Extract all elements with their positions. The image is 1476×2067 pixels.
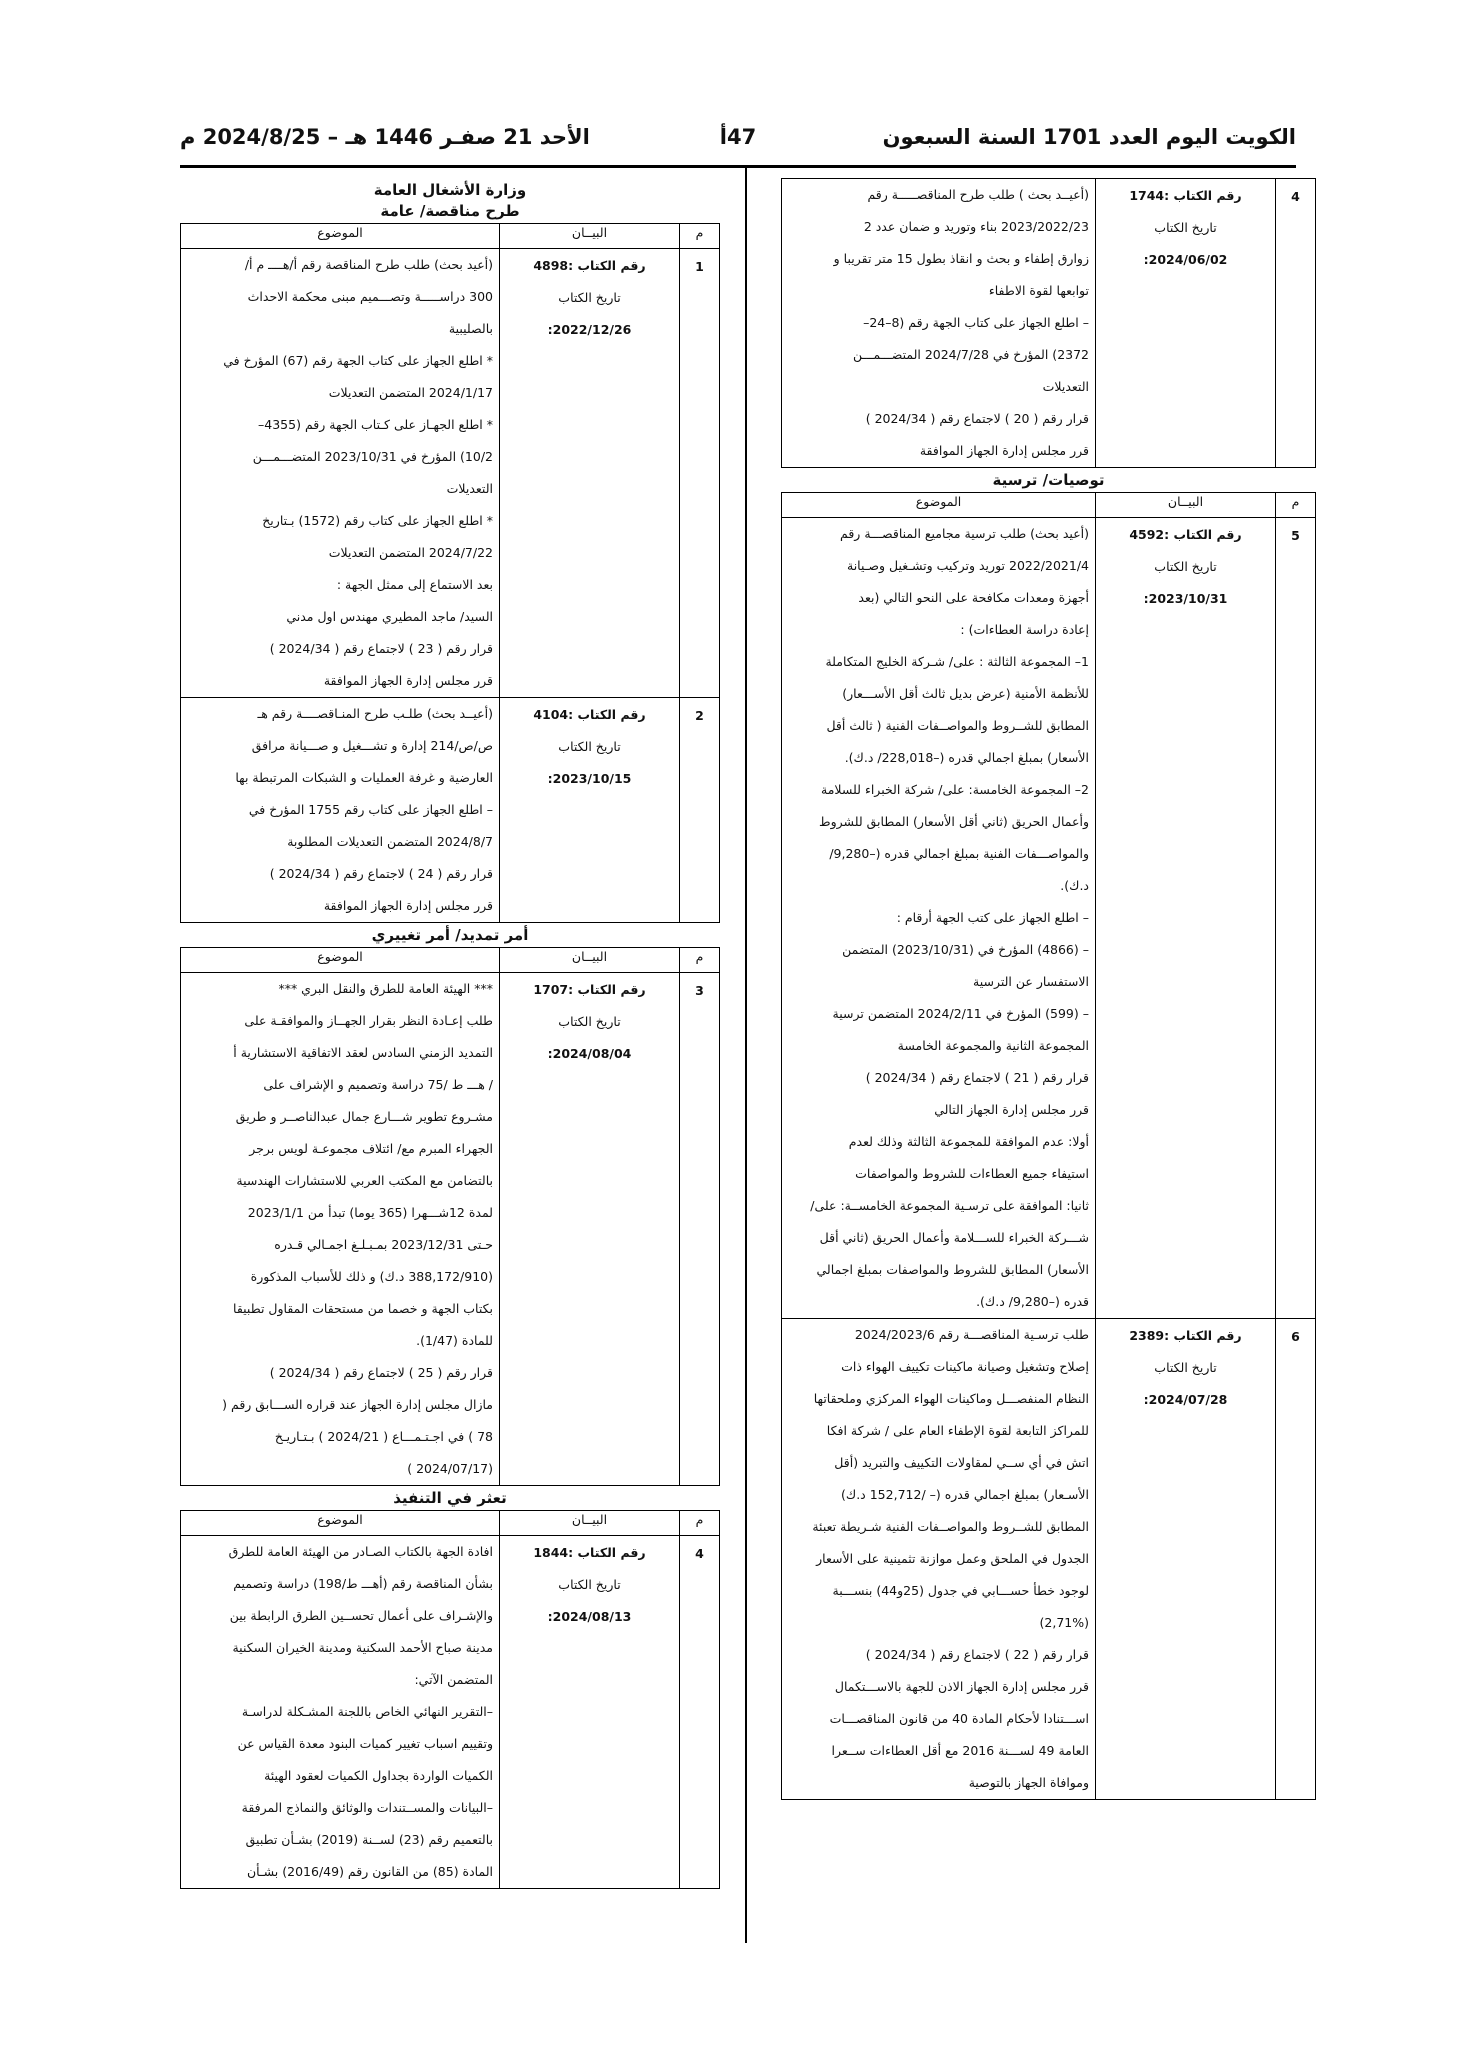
subject-line: – (599) المؤرخ في 2024/2/11 المتضمن ترسية xyxy=(832,1006,1089,1021)
subject-line: 2023/2022/23 بناء وتوريد و ضمان عدد 2 xyxy=(863,219,1089,234)
subject-line: د.ك). xyxy=(1060,878,1089,893)
col-header-subject: الموضوع xyxy=(181,1511,500,1536)
subject-line: – اطلع الجهاز على كتاب الجهة رقم (8–24– xyxy=(863,315,1089,330)
subject-line: الجهراء المبرم مع/ ائتلاف مجموعـة لويس برجر xyxy=(249,1141,493,1156)
col-header-subject: الموضوع xyxy=(181,948,500,973)
col-header-m: م xyxy=(1276,493,1316,518)
row-number: 3 xyxy=(680,973,720,1486)
subject-line: قرار رقم ( 21 ) لاجتماع رقم ( 2024/34 ) xyxy=(865,1070,1089,1085)
subject-line: قرر مجلس إدارة الجهاز الاذن للجهة بالاســـتكمال xyxy=(834,1679,1089,1694)
letter-date: 2024/07/28: xyxy=(1143,1392,1228,1407)
letter-number: رقم الكتاب :4898 xyxy=(533,258,646,273)
subject-line: * اطلع الجهاز على كتاب الجهة رقم (67) المؤرخ في xyxy=(223,353,493,368)
row-number: 1 xyxy=(680,249,720,698)
subject-line: قدره (–9,280/ د.ك). xyxy=(976,1294,1089,1309)
letter-date-label: تاريخ الكتاب xyxy=(558,290,621,305)
subject-line: للمراكز التابعة لقوة الإطفاء العام على / شركة افكا xyxy=(826,1423,1089,1438)
extensions-table xyxy=(180,947,720,1486)
subject-line: المطابق للشــروط والمواصــفات الفنية ( ثالث أقل xyxy=(826,718,1089,733)
letter-date: 2022/12/26: xyxy=(547,322,632,337)
letter-number: رقم الكتاب :1844 xyxy=(533,1545,646,1560)
letter-date-label: تاريخ الكتاب xyxy=(1154,220,1217,235)
subject-line: الاستفسار عن الترسية xyxy=(973,974,1089,989)
subject-line: بشأن المناقصة رقم (أهـــ ط/198) دراسة وتصميم xyxy=(233,1576,493,1591)
subject-line: 78 ) في اجـتـمـــاع ( 2024/21 ) بـتـاريـخ xyxy=(274,1429,493,1444)
page-number: 47أ xyxy=(719,125,757,149)
subject-line: الأسعار) بمبلغ اجمالي قدره (–228,018/ د.ك). xyxy=(844,750,1089,765)
table-continued xyxy=(781,178,1316,468)
left-column xyxy=(180,178,720,1889)
subject-line: بالصليبية xyxy=(448,321,493,336)
subject-line: قرر مجلس إدارة الجهاز التالي xyxy=(934,1102,1089,1117)
issue-info: الكويت اليوم العدد 1701 السنة السبعون xyxy=(882,125,1296,149)
table-row xyxy=(181,698,720,923)
letter-info xyxy=(500,698,680,923)
col-header-bayan: البيــان xyxy=(500,948,680,973)
subject-line: استيفاء جميع العطاءات للشروط والمواصفات xyxy=(855,1166,1089,1181)
letter-info xyxy=(1096,1319,1276,1800)
subject-line: – اطلع الجهاز على كتب الجهة أرقام : xyxy=(896,910,1089,925)
subject-line: أولا: عدم الموافقة للمجموعة الثالثة وذلك لعدم xyxy=(848,1134,1089,1149)
col-header-m: م xyxy=(680,224,720,249)
subject-line: زوارق إطفاء و بحث و انقاذ بطول 15 متر تقريبا و xyxy=(833,251,1089,266)
column-divider xyxy=(745,168,747,1943)
row-number: 6 xyxy=(1276,1319,1316,1800)
subject-line: 2372) المؤرخ في 2024/7/28 المتضـــمـــن xyxy=(853,347,1089,362)
awards-table xyxy=(781,492,1316,1800)
subject-line: التعديلات xyxy=(1042,379,1089,394)
subject-line: العامة 49 لســـنة 2016 مع أقل العطاءات ســعرا xyxy=(831,1743,1089,1758)
section-title: توصيات/ ترسية xyxy=(992,471,1105,489)
letter-date-label: تاريخ الكتاب xyxy=(558,1577,621,1592)
subject-line: التعديلات xyxy=(446,481,493,496)
letter-info xyxy=(500,249,680,698)
subject-line: (أعيد بحث) طلب ترسية مجاميع المناقصـــة رقم xyxy=(840,526,1089,541)
subject-line: لوجود خطأ حســـابي في جدول (25و44) بنســـبة xyxy=(832,1583,1089,1598)
table-row xyxy=(181,1536,720,1889)
subject-line: 1– المجموعة الثالثة : على/ شـركة الخليج المتكاملة xyxy=(825,654,1089,669)
subject-cell xyxy=(181,1536,500,1889)
row-number: 5 xyxy=(1276,518,1316,1319)
subject-cell xyxy=(782,1319,1096,1800)
subject-line: الكميات الواردة بجداول الكميات لعقود الهيئة xyxy=(264,1768,493,1783)
subject-line: طلب ترسـية المناقصـــة رقم 2024/2023/6 xyxy=(854,1327,1089,1342)
subject-line: * اطلع الجهاز على كتاب رقم (1572) بـتاريخ xyxy=(262,513,493,528)
letter-date-label: تاريخ الكتاب xyxy=(1154,1360,1217,1375)
subject-line: وتقييم اسباب تغيير كميات البنود معدة القياس عن xyxy=(237,1736,493,1751)
subject-line: طلب إعـادة النظر بقرار الجهــاز والموافقـة على xyxy=(244,1013,493,1028)
subject-line: أجهزة ومعدات مكافحة على النحو التالي (بعد xyxy=(858,590,1089,605)
subject-line: – (4866) المؤرخ في (2023/10/31) المتضمن xyxy=(842,942,1089,957)
subject-line: اتش في أي ســي لمقاولات التكييف والتبريد (أقل xyxy=(834,1455,1089,1470)
subject-line: وأعمال الحريق (ثاني أقل الأسعار) المطابق للشروط xyxy=(819,814,1089,829)
subject-line: (أعيــد بحث) طلـب طرح المنـاقصــــة رقم هـ xyxy=(257,706,493,721)
subject-line: 2024/1/17 المتضمن التعديلات xyxy=(328,385,493,400)
subject-line: * اطلع الجهـاز على كـتاب الجهة رقم (4355– xyxy=(258,417,493,432)
subject-line: بالتعميم رقم (23) لســنة (2019) بشـأن تطبيق xyxy=(245,1832,493,1847)
row-number: 4 xyxy=(680,1536,720,1889)
letter-number: رقم الكتاب :2389 xyxy=(1129,1328,1242,1343)
default-table xyxy=(180,1510,720,1889)
subject-line: لمدة 12شـــهرا (365 يوما) تبدأ من 2023/1/1 xyxy=(247,1205,493,1220)
letter-number: رقم الكتاب :1707 xyxy=(533,982,646,997)
subject-line: مدينة صباح الأحمد السكنية ومدينة الخيران السكنية xyxy=(232,1640,493,1655)
subject-line: (أعيد بحث) طلب طرح المناقصة رقم أ/هــــ م أ/ xyxy=(244,257,493,272)
letter-date: 2024/06/02: xyxy=(1143,252,1228,267)
subject-line: إصلاح وتشغيل وصيانة ماكينات تكييف الهواء ذات xyxy=(841,1359,1089,1374)
table-header xyxy=(181,224,720,249)
subject-line: مازال مجلس إدارة الجهاز عند قراره الســـابق رقم ( xyxy=(222,1397,493,1412)
subject-line: والإشـراف على أعمال تحســين الطرق الرابطة بين xyxy=(229,1608,493,1623)
subject-line: ص/ص/214 إدارة و تشـــغيل و صـــيانة مرافق xyxy=(251,738,493,753)
section-title: طرح مناقصة/ عامة xyxy=(380,202,520,220)
letter-date: 2023/10/31: xyxy=(1143,591,1228,606)
table-row xyxy=(181,973,720,1486)
subject-line: قرار رقم ( 25 ) لاجتماع رقم ( 2024/34 ) xyxy=(269,1365,493,1380)
col-header-subject: الموضوع xyxy=(782,493,1096,518)
subject-line: للمادة (1/47). xyxy=(416,1333,493,1348)
table-header xyxy=(782,493,1316,518)
table-row xyxy=(782,1319,1316,1800)
subject-line: بعد الاستماع إلى ممثل الجهة : xyxy=(336,577,493,592)
table-row xyxy=(782,518,1316,1319)
section-title: أمر تمديد/ أمر تغييري xyxy=(371,926,529,944)
tenders-table xyxy=(180,223,720,923)
letter-date-label: تاريخ الكتاب xyxy=(558,1014,621,1029)
subject-line: (2024/07/17 ) xyxy=(407,1461,493,1476)
subject-line: المطابق للشــروط والمواصــفات الفنية شـريطة تعبئة xyxy=(812,1519,1089,1534)
letter-info xyxy=(500,1536,680,1889)
subject-line: بالتضامن مع المكتب العربي للاستشارات الهندسية xyxy=(236,1173,493,1188)
subject-line: والمواصـــفات الفنية بمبلغ اجمالي قدره (–9,280/ xyxy=(829,846,1089,861)
subject-line: 10/2) المؤرخ في 2023/10/31 المتضـــمـــن xyxy=(252,449,493,464)
subject-cell xyxy=(181,698,500,923)
subject-cell xyxy=(782,179,1096,468)
col-header-bayan: البيــان xyxy=(500,224,680,249)
subject-line: المادة (85) من القانون رقم (2016/49) بشـأن xyxy=(247,1864,493,1879)
subject-line: إعادة دراسة العطاءات) : xyxy=(960,622,1089,637)
table-row xyxy=(181,249,720,698)
subject-line: قرر مجلس إدارة الجهاز الموافقة xyxy=(323,673,493,688)
page-header xyxy=(180,125,1296,161)
subject-cell xyxy=(181,973,500,1486)
letter-number: رقم الكتاب :1744 xyxy=(1129,188,1242,203)
section-title: تعثر في التنفيذ xyxy=(393,1489,507,1507)
subject-line: قرر مجلس إدارة الجهاز الموافقة xyxy=(323,898,493,913)
letter-date: 2023/10/15: xyxy=(547,771,632,786)
row-number: 2 xyxy=(680,698,720,923)
subject-line: المتضمن الآتي: xyxy=(414,1672,493,1687)
col-header-subject: الموضوع xyxy=(181,224,500,249)
subject-line: (أعيــد بحث ) طلب طرح المناقصـــــة رقم xyxy=(867,187,1089,202)
subject-line: – اطلع الجهاز على كتاب رقم 1755 المؤرخ في xyxy=(248,802,493,817)
letter-number: رقم الكتاب :4104 xyxy=(533,707,646,722)
col-header-bayan: البيــان xyxy=(500,1511,680,1536)
letter-info xyxy=(1096,179,1276,468)
subject-cell xyxy=(181,249,500,698)
col-header-m: م xyxy=(680,948,720,973)
header-rule xyxy=(180,165,1296,168)
subject-line: افادة الجهة بالكتاب الصـادر من الهيئة العامة للطرق xyxy=(228,1544,493,1559)
right-column xyxy=(781,178,1316,1800)
subject-line: *** الهيئة العامة للطرق والنقل البري *** xyxy=(278,981,493,996)
subject-line: وموافاة الجهاز بالتوصية xyxy=(968,1775,1089,1790)
subject-line: الجدول في الملحق وعمل موازنة تثمينية على الأسعار xyxy=(816,1551,1089,1566)
letter-info xyxy=(500,973,680,1486)
subject-line: السيد/ ماجد المطيري مهندس اول مدني xyxy=(286,609,493,624)
subject-line: –التقرير النهائي الخاص باللجنة المشـكلة لدراسـة xyxy=(241,1704,493,1719)
subject-line: الأسعار) المطابق للشروط والمواصفات بمبلغ اجمالي xyxy=(816,1262,1089,1277)
letter-number: رقم الكتاب :4592 xyxy=(1129,527,1242,542)
ministry-title: وزارة الأشغال العامة xyxy=(373,181,527,199)
subject-line: شـــركة الخبراء للســـلامة وأعمال الحريق (ثاني أقل xyxy=(819,1230,1089,1245)
subject-line: الأسـعار) بمبلغ اجمالي قدره (– /152,712 د.ك) xyxy=(841,1487,1089,1502)
subject-line: 2024/7/22 المتضمن التعديلات xyxy=(328,545,493,560)
issue-date: الأحد 21 صفـر 1446 هـ – 2024/8/25 م xyxy=(180,125,590,149)
subject-line: قرر مجلس إدارة الجهاز الموافقة xyxy=(919,443,1089,458)
letter-info xyxy=(1096,518,1276,1319)
subject-line: العارضية و غرفة العمليات و الشبكات المرتبطة بها xyxy=(235,770,493,785)
subject-line: للأنظمة الأمنية (عرض بديل ثالث أقل الأســـعار) xyxy=(842,686,1089,701)
subject-line: ثانيا: الموافقة على ترسـية المجموعة الخامســة: على/ xyxy=(810,1198,1089,1213)
letter-date: 2024/08/13: xyxy=(547,1609,632,1624)
subject-line: 2024/8/7 المتضمن التعديلات المطلوبة xyxy=(287,834,493,849)
subject-line: قرار رقم ( 20 ) لاجتماع رقم ( 2024/34 ) xyxy=(865,411,1089,426)
subject-line: المجموعة الثانية والمجموعة الخامسة xyxy=(897,1038,1089,1053)
subject-line: قرار رقم ( 23 ) لاجتماع رقم ( 2024/34 ) xyxy=(269,641,493,656)
subject-line: قرار رقم ( 22 ) لاجتماع رقم ( 2024/34 ) xyxy=(865,1647,1089,1662)
subject-line: –البيانات والمســتندات والوثائق والنماذج المرفقة xyxy=(241,1800,493,1815)
row-number: 4 xyxy=(1276,179,1316,468)
col-header-m: م xyxy=(680,1511,720,1536)
subject-line: / هـــ ط /75 دراسة وتصميم و الإشراف على xyxy=(263,1077,493,1092)
subject-line: مشـروع تطوير شـــارع جمال عبدالناصــر و طريق xyxy=(235,1109,493,1124)
subject-line: 2022/2021/4 توريد وتركيب وتشـغيل وصـيانة xyxy=(847,558,1089,573)
table-row xyxy=(782,179,1316,468)
letter-date-label: تاريخ الكتاب xyxy=(1154,559,1217,574)
subject-line: بكتاب الجهة و خصما من مستحقات المقاول تطبيقا xyxy=(233,1301,493,1316)
subject-line: 300 دراســـــة وتصـــميم مبنى محكمة الاحداث xyxy=(247,289,493,304)
col-header-bayan: البيــان xyxy=(1096,493,1276,518)
subject-line: التمديد الزمني السادس لعقد الاتفاقية الاستشارية أ xyxy=(233,1045,493,1060)
letter-date-label: تاريخ الكتاب xyxy=(558,739,621,754)
subject-line: توابعها لقوة الاطفاء xyxy=(988,283,1089,298)
subject-line: (388,172/910 د.ك) و ذلك للأسباب المذكورة xyxy=(250,1269,493,1284)
letter-date: 2024/08/04: xyxy=(547,1046,632,1061)
subject-line: قرار رقم ( 24 ) لاجتماع رقم ( 2024/34 ) xyxy=(269,866,493,881)
subject-line: حـتى 2023/12/31 بمـبـلـغ اجمـالي قـدره xyxy=(274,1237,493,1252)
table-header xyxy=(181,1511,720,1536)
subject-line: النظام المنفصـــل وماكينات الهواء المركزي وملحقاتها xyxy=(813,1391,1089,1406)
subject-line: اســـتنادا لأحكام المادة 40 من قانون المناقصـــات xyxy=(829,1711,1089,1726)
table-header xyxy=(181,948,720,973)
subject-cell xyxy=(782,518,1096,1319)
subject-line: 2– المجموعة الخامسة: على/ شركة الخبراء للسلامة xyxy=(821,782,1089,797)
subject-line: (2,71%) xyxy=(1039,1615,1089,1630)
